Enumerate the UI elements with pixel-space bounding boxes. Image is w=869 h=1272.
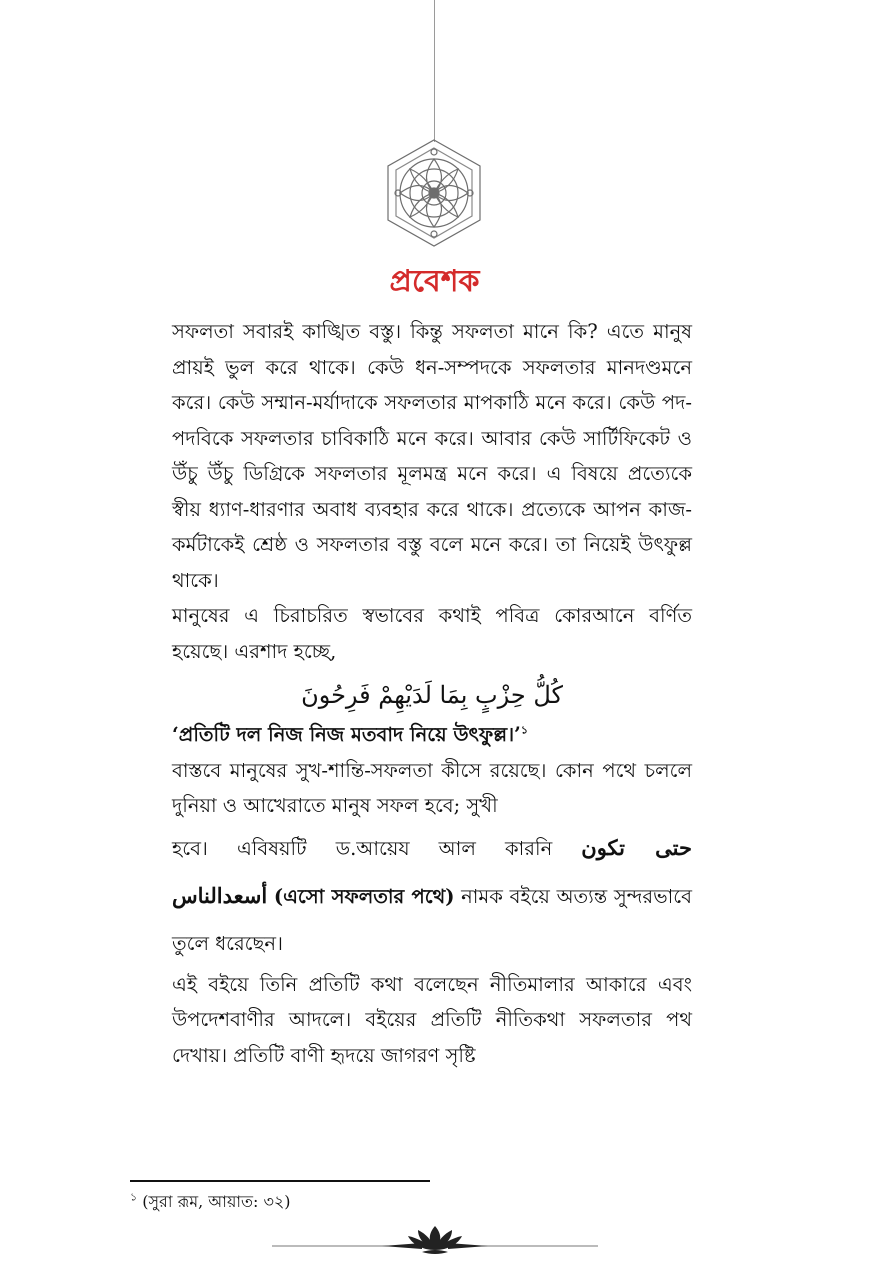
footnote — [130, 1190, 291, 1214]
verse-translation — [172, 717, 692, 753]
paragraph-book-line1: বাস্তবে মানুষের সুখ-শান্তি-সফলতা কীসে রয়েছে। কোন পথে চললে দুনিয়া ও আখেরাতে মানুষ সফল হবে; সুখী — [172, 758, 692, 817]
footnote-reference: ১ — [520, 723, 528, 737]
paragraph-book-line2-text: হবে। এবিষয়টি ড.আয়েয আল কারনি — [172, 836, 553, 860]
verse-translation-text: ‘প্রতিটি দল নিজ নিজ মতবাদ নিয়ে উৎফুল্ল।’ — [172, 723, 521, 746]
book-title-arabic-part1: حتى تكون — [581, 834, 692, 860]
paragraph-book-line2 — [172, 824, 692, 872]
paragraph-quran-reference: মানুষের এ চিরাচরিত স্বভাবের কথাই পবিত্র কোরআনে বর্ণিত হয়েছে। এরশাদ হচ্ছে, — [172, 604, 692, 663]
footnote-marker: ১ — [130, 1190, 138, 1204]
footnote-divider — [130, 1180, 430, 1182]
book-title-bengali: (এসো সফলতার পথে) — [273, 884, 455, 908]
page-title: প্রবেশক — [389, 264, 480, 299]
quran-verse-arabic: كُلُّ حِزْبٍ بِمَا لَدَيْهِمْ فَرِحُونَ — [301, 681, 563, 709]
paragraph-book-rest: নামক বইয়ে অত্যন্ত সুন্দরভাবে তুলে ধরেছেন। — [172, 884, 692, 955]
paragraph-book-intro — [172, 753, 692, 824]
paragraph-book-description: এই বইয়ে তিনি প্রতিটি কথা বলেছেন নীতিমালার আকারে এবং উপদেশবাণীর আদলে। বইয়ের প্রতিটি নীতিকথা সফলতার পথ দেখায়। প্রতিটি বাণী হৃদয়ে জাগরণ সৃষ্টি — [172, 972, 692, 1067]
lotus-divider-icon — [272, 1224, 598, 1258]
paragraph-book-line3 — [172, 872, 692, 967]
book-title-arabic-part2: أسعدالناس — [172, 882, 268, 908]
hanging-line — [434, 0, 435, 142]
paragraph-intro: সফলতা সবারই কাঙ্খিত বস্তু। কিন্তু সফলতা মানে কি? এতে মানুষ প্রায়ই ভুল করে থাকে। কেউ ধন-সম্পদকে সফলতার মানদণ্ডমনে করে। কেউ সম্মান-মর্যাদাকে সফলতার মাপকাঠি মনে করে। কেউ পদ-পদবিকে সফলতার চাবিকাঠি মনে করে। আবার কেউ সার্টিফিকেট ও উঁচু উঁচু ডিগ্রিকে সফলতার মূলমন্ত্র মনে করে। এ বিষয়ে প্রত্যেকে স্বীয় ধ্যাণ-ধারণার অবাধ ব্যবহার করে থাকে। প্রত্যেকে আপন কাজ-কর্মটাকেই শ্রেষ্ঠ ও সফলতার বস্তু বলে মনে করে। তা নিয়েই উৎফুল্ল থাকে। — [172, 320, 692, 592]
footnote-text: (সুরা রূম, আয়াত: ৩২) — [142, 1192, 291, 1211]
body-text — [172, 314, 692, 1073]
lantern-ornament-icon — [382, 138, 486, 248]
